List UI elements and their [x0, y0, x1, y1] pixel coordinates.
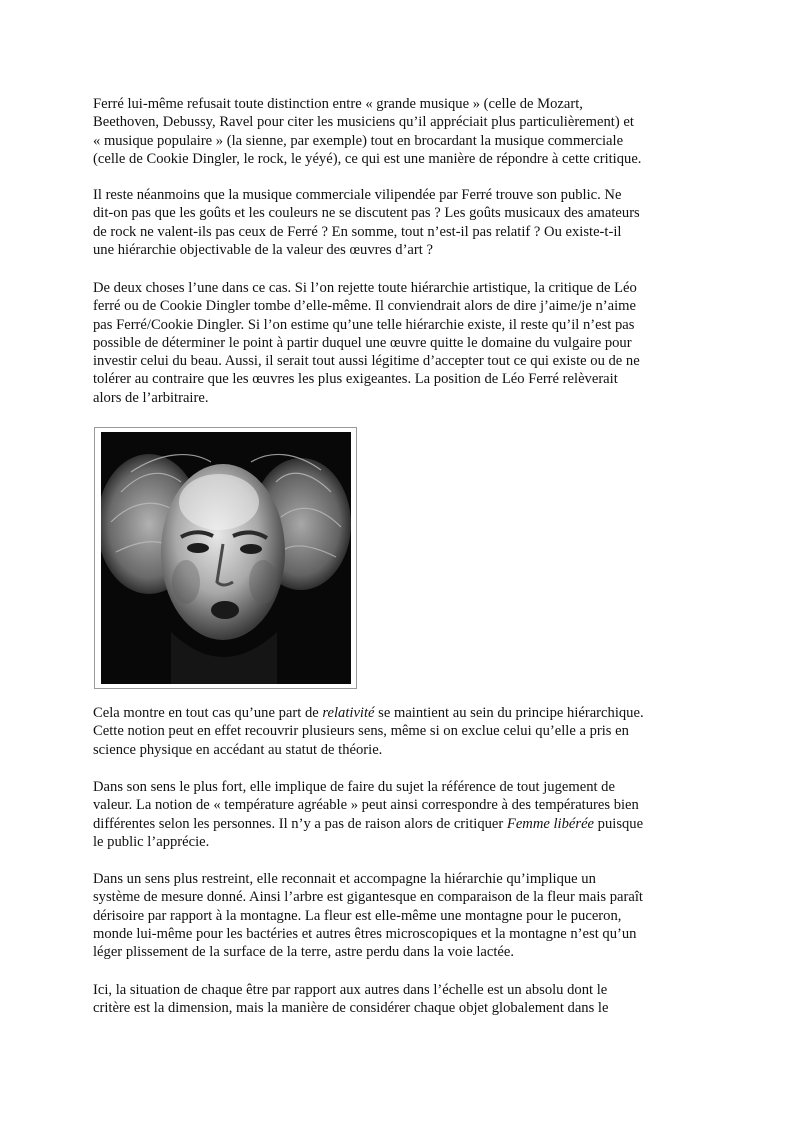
- text-line: Beethoven, Debussy, Ravel pour citer les musiciens qu’il appréciait plus particulièrement) et: [93, 114, 634, 131]
- text-line: pas Ferré/Cookie Dingler. Si l’on estime qu’une telle hiérarchie existe, il reste qu’il n’est pas: [93, 316, 635, 333]
- text-line: « musique populaire » (la sienne, par exemple) tout en brocardant la musique commerciale: [93, 132, 624, 149]
- italic-term-relativite: relativité: [322, 705, 375, 721]
- text-line: [93, 704, 705, 722]
- text-line: dit-on pas que les goûts et les couleurs ne se discutent pas ? Les goûts musicaux des amateurs: [93, 205, 640, 222]
- paragraph-restricted-sense: [93, 870, 705, 961]
- text-line: de rock ne valent-ils pas ceux de Ferré ? En somme, tout n’est-il pas relatif ? Ou existe-t-il: [93, 223, 622, 240]
- text-segment: Cela montre en tout cas qu’une part de: [93, 705, 323, 721]
- portrait-illustration: [101, 432, 351, 684]
- text-segment: se maintient au sein du principe hiérarchique.: [374, 705, 644, 721]
- text-line: système de mesure donné. Ainsi l’arbre est gigantesque en comparaison de la fleur mais paraît: [93, 889, 643, 906]
- paragraph-scale-absolute: [93, 981, 705, 1018]
- portrait-photo-frame: [94, 427, 357, 689]
- text-line: science physique en accédant au statut de théorie.: [93, 741, 383, 758]
- text-line: Dans son sens le plus fort, elle implique de faire du sujet la référence de tout jugement de: [93, 779, 615, 795]
- text-line: Cette notion peut en effet recouvrir plusieurs sens, même si on exclue celui qu’elle a pris en: [93, 723, 629, 740]
- text-line: le public l’apprécie.: [93, 833, 210, 850]
- paragraph-relativity: [93, 704, 705, 759]
- text-line: tolérer au contraire que les œuvres les plus exigeantes. La position de Léo Ferré relèverait: [93, 371, 618, 388]
- text-line: possible de déterminer le point à partir duquel une œuvre quitte le domaine du vulgaire pour: [93, 334, 632, 351]
- text-line: investir celui du beau. Aussi, il serait tout aussi légitime d’accepter tout ce qui existe ou de ne: [93, 353, 640, 370]
- text-line: monde lui-même pour les bactéries et autres êtres microscopiques et la montagne n’est qu’un: [93, 925, 637, 942]
- text-line: critère est la dimension, mais la manière de considérer chaque objet globalement dans le: [93, 1000, 609, 1017]
- text-line: [93, 815, 705, 833]
- text-line: alors de l’arbitraire.: [93, 389, 209, 406]
- text-segment: puisque: [594, 815, 644, 832]
- paragraph-strong-sense: [93, 778, 705, 851]
- text-line: Ici, la situation de chaque être par rapport aux autres dans l’échelle est un absolu dont le: [93, 982, 608, 998]
- paragraph-public-taste: [93, 186, 705, 259]
- text-line: Dans un sens plus restreint, elle reconnait et accompagne la hiérarchie qu’implique un: [93, 871, 596, 887]
- paragraph-ferre-distinction: [93, 95, 705, 168]
- text-line: (celle de Cookie Dingler, le rock, le yéyé), ce qui est une manière de répondre à cette critique.: [93, 150, 642, 167]
- text-line: léger plissement de la surface de la terre, astre perdu dans la voie lactée.: [93, 944, 514, 961]
- text-line: ferré ou de Cookie Dingler tombe d’elle-même. Il conviendrait alors de dire j’aime/je n’aime: [93, 298, 636, 315]
- text-line: dérisoire par rapport à la montagne. La fleur est elle-même une montagne pour le puceron,: [93, 907, 622, 924]
- text-line: Il reste néanmoins que la musique commerciale vilipendée par Ferré trouve son public. Ne: [93, 187, 622, 203]
- text-line: Ferré lui-même refusait toute distinction entre « grande musique » (celle de Mozart,: [93, 96, 583, 112]
- text-line: une hiérarchie objectivable de la valeur des œuvres d’art ?: [93, 241, 433, 258]
- text-line: valeur. La notion de « température agréable » peut ainsi correspondre à des températures bien: [93, 797, 639, 814]
- text-segment: différentes selon les personnes. Il n’y a pas de raison alors de critiquer: [93, 815, 507, 832]
- italic-title-femme-liberee: Femme libérée: [506, 815, 595, 832]
- paragraph-two-choices: [93, 279, 705, 407]
- text-line: De deux choses l’une dans ce cas. Si l’on rejette toute hiérarchie artistique, la critique de Léo: [93, 280, 637, 296]
- portrait-photo: [101, 432, 351, 684]
